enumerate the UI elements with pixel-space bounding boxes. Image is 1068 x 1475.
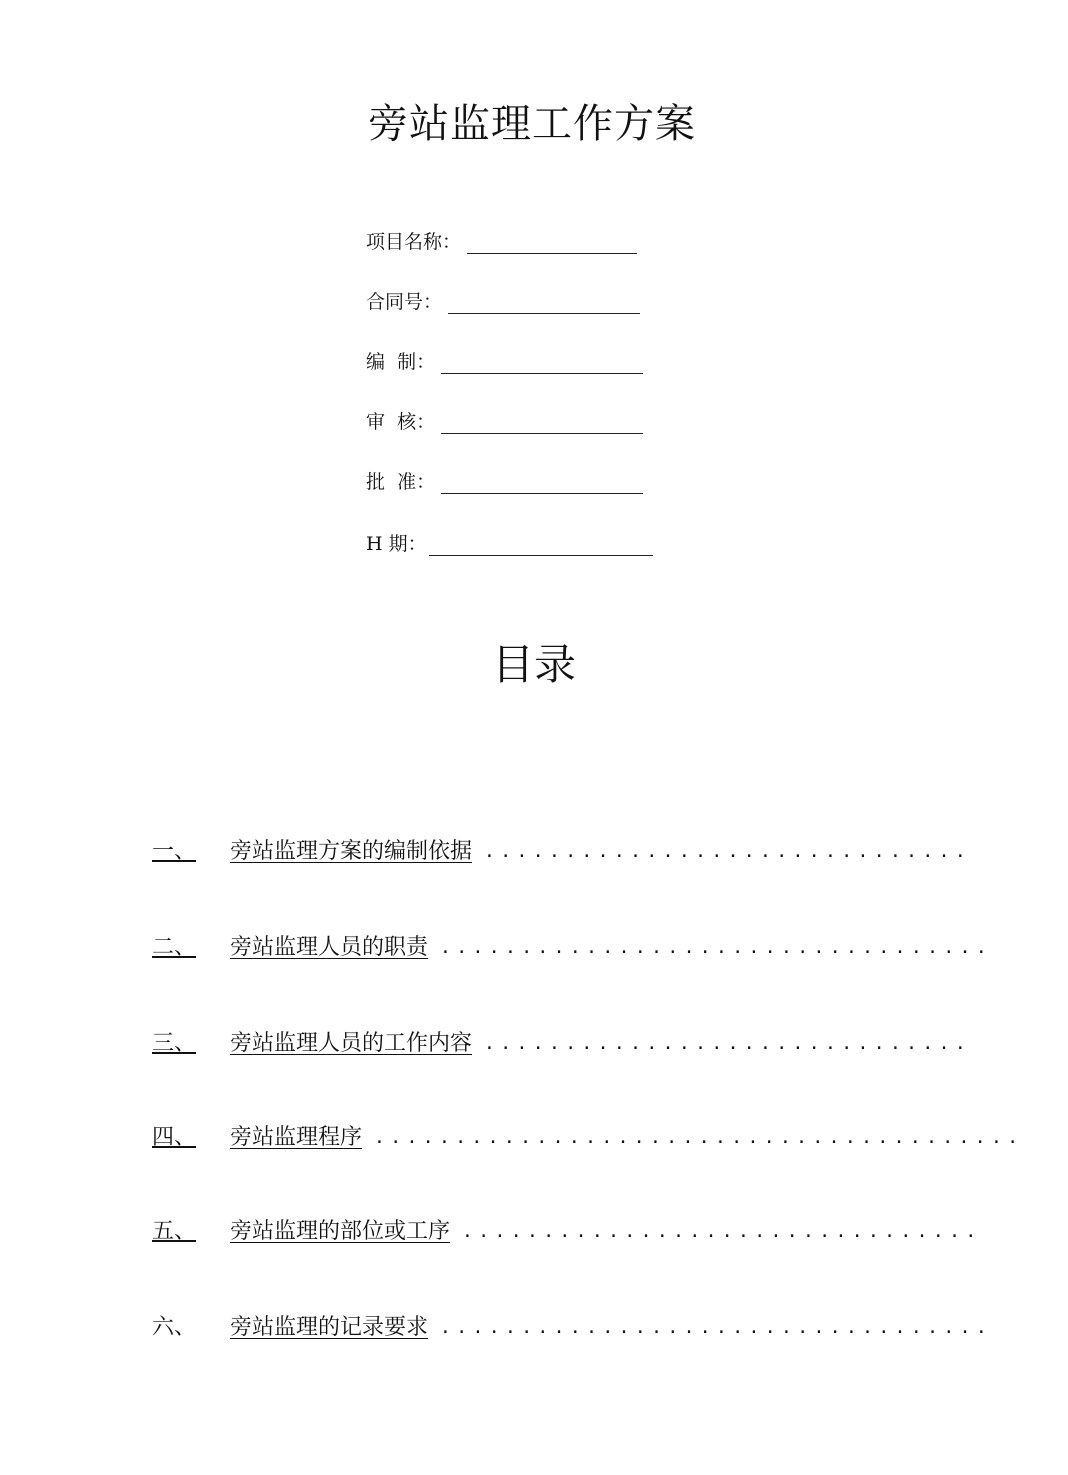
toc-leader-dots: ..................................	[440, 937, 993, 958]
toc-item-text[interactable]: 旁站监理的部位或工序	[230, 1219, 451, 1244]
toc-item-6[interactable]	[152, 1308, 993, 1342]
toc-item-5[interactable]	[152, 1212, 982, 1246]
toc-item-text[interactable]: 旁站监理人员的工作内容	[230, 1031, 473, 1056]
toc-item-text[interactable]: 旁站监理程序	[230, 1125, 363, 1150]
toc-item-number: 一、	[152, 839, 197, 864]
form-label: 审 核：	[366, 411, 436, 433]
form-field-approved-by	[366, 464, 643, 494]
toc-leader-dots: ........................................	[374, 1127, 1024, 1148]
form-field-project-name	[366, 224, 637, 254]
toc-item-number: 五、	[152, 1219, 197, 1244]
form-label: 合同号：	[366, 291, 443, 313]
blank-line	[448, 293, 640, 314]
form-field-reviewed-by	[366, 404, 643, 434]
form-field-compiled-by	[366, 344, 643, 374]
blank-line	[429, 535, 653, 556]
blank-line	[441, 413, 643, 434]
blank-line	[467, 233, 637, 254]
toc-heading: 目录	[491, 640, 576, 689]
toc-item-text[interactable]: 旁站监理人员的职责	[230, 935, 429, 960]
toc-item-2[interactable]	[152, 928, 993, 962]
form-field-contract-number	[366, 284, 640, 314]
toc-item-number: 三、	[152, 1031, 197, 1056]
toc-leader-dots: ..................................	[440, 1317, 993, 1338]
toc-item-number: 六、	[152, 1315, 197, 1340]
form-field-date	[366, 526, 653, 556]
blank-line	[441, 473, 643, 494]
toc-item-number: 四、	[152, 1125, 197, 1150]
toc-item-4[interactable]	[152, 1118, 1024, 1152]
toc-item-1[interactable]	[152, 832, 972, 866]
toc-leader-dots: ................................	[462, 1221, 982, 1242]
toc-item-3[interactable]	[152, 1024, 972, 1058]
form-label: 项目名称：	[366, 231, 462, 253]
form-label: 批 准：	[366, 471, 436, 493]
toc-leader-dots: ..............................	[484, 1033, 972, 1054]
toc-leader-dots: ..............................	[484, 841, 972, 862]
toc-item-text[interactable]: 旁站监理方案的编制依据	[230, 839, 473, 864]
toc-item-text[interactable]: 旁站监理的记录要求	[230, 1315, 429, 1340]
form-label: 编 制：	[366, 351, 436, 373]
form-label: H 期：	[366, 533, 427, 555]
document-title: 旁站监理工作方案	[368, 101, 696, 147]
blank-line	[441, 353, 643, 374]
toc-item-number: 二、	[152, 935, 197, 960]
